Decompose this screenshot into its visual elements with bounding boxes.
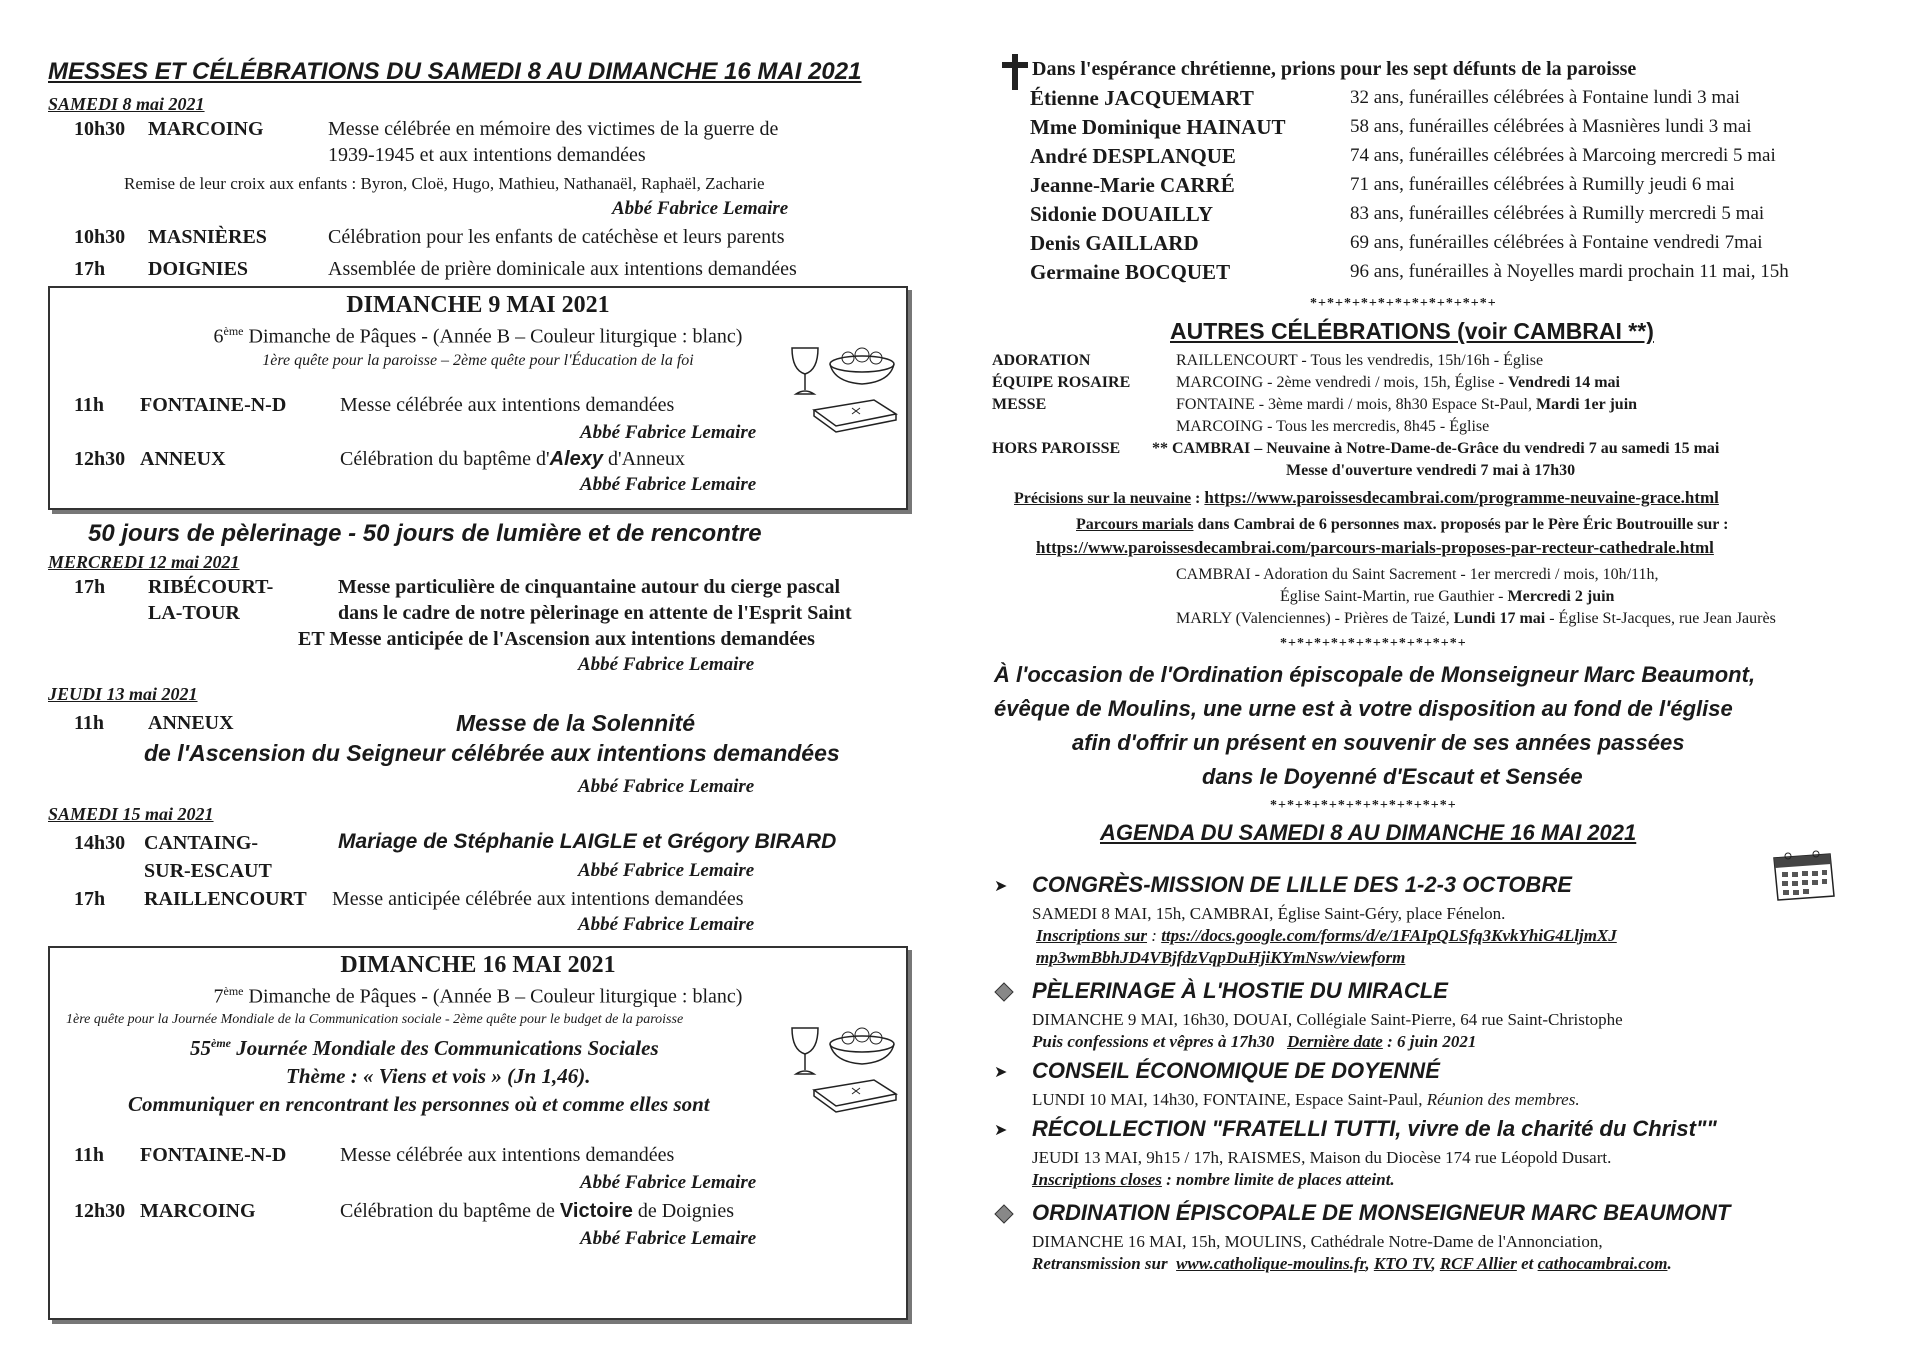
time: 10h30 [74,226,126,248]
defunt-name: Germaine BOCQUET [1030,260,1231,284]
left-column [48,58,928,1338]
sunday-16-title: DIMANCHE 16 MAI 2021 [340,952,616,978]
messe-text-2: MARCOING - Tous les mercredis, 8h45 - Église [1176,418,1490,435]
kto-link[interactable]: KTO TV [1373,1254,1432,1273]
diamond-arrow-icon [994,982,1014,1002]
sunday-9-quete: 1ère quête pour la paroisse – 2ème quête pour l'Éducation de la foi [262,352,694,369]
calendar-icon [1770,846,1840,902]
arrow-icon: ➤ [994,1122,1008,1139]
defunt-info: 69 ans, funérailles célébrées à Fontaine vendredi 7mai [1350,232,1763,253]
officiant: Abbé Fabrice Lemaire [612,198,789,219]
parcours-line: Parcours marials dans Cambrai de 6 personnes max. proposés par le Père Éric Boutrouille sur : [1076,516,1729,533]
defunt-name: Étienne JACQUEMART [1030,86,1254,110]
messe-label: MESSE [992,396,1047,413]
agenda-1-link[interactable]: ttps://docs.google.com/forms/d/e/1FAIpQLSfq3KvkYhiG4LljmXJ [1161,926,1617,945]
time: 10h30 [74,118,126,140]
messe-text-1: FONTAINE - 3ème mardi / mois, 8h30 Espace St-Paul, Mardi 1er juin [1176,396,1638,413]
time: 17h [74,576,106,598]
arrow-icon: ➤ [994,878,1008,895]
officiant: Abbé Fabrice Lemaire [580,474,757,495]
defunt-info: 74 ans, funérailles célébrées à Marcoing mercredi 5 mai [1350,145,1776,166]
defunt-name: Sidonie DOUAILLY [1030,202,1214,226]
moulins-link[interactable]: www.catholique-moulins.fr [1176,1254,1366,1273]
time: 14h30 [74,832,126,854]
rosaire-text: MARCOING - 2ème vendredi / mois, 15h, Église - Vendredi 14 mai [1176,374,1620,391]
defunt-name: Jeanne-Marie CARRÉ [1030,173,1235,197]
place: ANNEUX [140,448,226,470]
officiant: Abbé Fabrice Lemaire [578,914,755,935]
diamond-arrow-icon [994,1204,1014,1224]
autres-title: AUTRES CÉLÉBRATIONS (voir CAMBRAI **) [1170,318,1654,344]
pelerinage-banner: 50 jours de pèlerinage - 50 jours de lumière et de rencontre [88,520,762,547]
event-desc: ET Messe anticipée de l'Ascension aux intentions demandées [298,628,815,650]
agenda-2-line: DIMANCHE 9 MAI, 16h30, DOUAI, Collégiale Saint-Pierre, 64 rue Saint-Christophe [1032,1010,1623,1029]
defunt-info: 96 ans, funérailles à Noyelles mardi prochain 11 mai, 15h [1350,261,1789,282]
right-column [990,58,1890,1338]
adoration-text: RAILLENCOURT - Tous les vendredis, 15h/16h - Église [1176,352,1544,369]
precisions-line: Précisions sur la neuvaine : https://www.paroissesdecambrai.com/programme-neuvaine-grace.html [1014,488,1719,507]
place: FONTAINE-N-D [140,394,287,416]
event-desc: Assemblée de prière dominicale aux intentions demandées [328,258,797,280]
adoration-label: ADORATION [992,352,1091,369]
sunday-16-quete: 1ère quête pour la Journée Mondiale de la Communication sociale - 2ème quête pour le budget de la paroisse [66,1012,684,1027]
officiant: Abbé Fabrice Lemaire [578,776,755,797]
date-sat15: SAMEDI 15 mai 2021 [48,804,214,824]
ordination-line-2: évêque de Moulins, une urne est à votre disposition au fond de l'église [994,696,1733,721]
sunday-9-box [48,286,908,510]
hors-label: HORS PAROISSE [992,440,1121,457]
agenda-1-link-cont[interactable]: mp3wmBbhJD4VBjfdzVqpDuHjiKYmNsw/viewform [1036,948,1406,967]
defunt-name: André DESPLANQUE [1030,144,1236,168]
event-desc: Messe de la Solennité [456,710,696,736]
officiant: Abbé Fabrice Lemaire [580,422,757,443]
sunday-16-subtitle: 7ème Dimanche de Pâques - (Année B – Couleur liturgique : blanc) [213,984,743,1008]
sunday-9-title: DIMANCHE 9 MAI 2021 [346,292,610,318]
ordination-line-3: afin d'offrir un présent en souvenir de ses années passées [1072,730,1685,755]
defunt-info: 71 ans, funérailles célébrées à Rumilly jeudi 6 mai [1350,174,1735,195]
hors-text-1: ** CAMBRAI – Neuvaine à Notre-Dame-de-Grâce du vendredi 7 au samedi 15 mai [1152,440,1720,457]
cross-icon [1002,54,1028,90]
event-desc: Messe célébrée aux intentions demandées [340,1144,675,1166]
time: 17h [74,888,106,910]
event-desc: Messe célébrée en mémoire des victimes de la guerre de [328,118,779,140]
cambrai-line-2: Église Saint-Martin, rue Gauthier - Mercredi 2 juin [1280,588,1615,605]
place: LA-TOUR [148,602,240,624]
event-desc: Célébration pour les enfants de catéchèse et leurs parents [328,226,785,248]
time: 11h [74,712,105,734]
sunday-16-box [48,946,908,1320]
defunt-info: 83 ans, funérailles célébrées à Rumilly mercredi 5 mai [1350,203,1765,224]
separator-stars: *+*+*+*+*+*+*+*+*+*+*+ [1270,798,1457,813]
place: ANNEUX [148,712,234,734]
event-desc: 1939-1945 et aux intentions demandées [328,144,646,166]
officiant: Abbé Fabrice Lemaire [580,1172,757,1193]
agenda-5-line: DIMANCHE 16 MAI, 15h, MOULINS, Cathédrale Notre-Dame de l'Annonciation, [1032,1232,1603,1251]
ordination-line-1: À l'occasion de l'Ordination épiscopale de Monseigneur Marc Beaumont, [994,662,1756,687]
date-sat8: SAMEDI 8 mai 2021 [48,94,205,114]
separator-stars: *+*+*+*+*+*+*+*+*+*+*+ [1280,636,1467,651]
main-title: MESSES ET CÉLÉBRATIONS DU SAMEDI 8 AU DIMANCHE 16 MAI 2021 [48,58,862,85]
agenda-2-confessions: Puis confessions et vêpres à 17h30 Dernière date : 6 juin 2021 [1032,1032,1477,1051]
theme: Thème : « Viens et vois » (Jn 1,46). [286,1064,591,1088]
hors-text-2: Messe d'ouverture vendredi 7 mai à 17h30 [1286,462,1576,479]
defunt-info: 32 ans, funérailles célébrées à Fontaine lundi 3 mai [1350,87,1740,108]
chalice-bread-book-icon [784,1018,902,1118]
remise-croix: Remise de leur croix aux enfants : Byron, Cloë, Hugo, Mathieu, Nathanaël, Raphaël, Zacharie [124,174,765,193]
place: FONTAINE-N-D [140,1144,287,1166]
ordination-line-4: dans le Doyenné d'Escaut et Sensée [1202,764,1583,789]
place: MARCOING [140,1200,256,1222]
defunt-info: 58 ans, funérailles célébrées à Masnières lundi 3 mai [1350,116,1752,137]
time: 11h [74,1144,105,1166]
defunt-name: Mme Dominique HAINAUT [1030,115,1286,139]
agenda-2-title: PÈLERINAGE À L'HOSTIE DU MIRACLE [1032,978,1448,1003]
agenda-1-line: SAMEDI 8 MAI, 15h, CAMBRAI, Église Saint-Géry, place Fénelon. [1032,904,1506,923]
marly-line: MARLY (Valenciennes) - Prières de Taizé, Lundi 17 mai - Église St-Jacques, rue Jean Jaurès [1176,610,1776,627]
officiant: Abbé Fabrice Lemaire [580,1228,757,1249]
cathocambrai-link[interactable]: cathocambrai.com [1537,1254,1668,1273]
time: 17h [74,258,106,280]
event-desc: Messe célébrée aux intentions demandées [340,394,675,416]
agenda-4-line: JEUDI 13 MAI, 9h15 / 17h, RAISMES, Maison du Diocèse 174 rue Léopold Dusart. [1032,1148,1612,1167]
time: 12h30 [74,448,126,470]
event-desc: Messe particulière de cinquantaine autour du cierge pascal [338,576,841,598]
event-desc: Messe anticipée célébrée aux intentions demandées [332,888,744,910]
separator-stars: *+*+*+*+*+*+*+*+*+*+*+ [1310,296,1497,311]
defunts-intro: Dans l'espérance chrétienne, prions pour les sept défunts de la paroisse [1032,58,1637,80]
rosaire-label: ÉQUIPE ROSAIRE [992,374,1131,391]
event-desc: Célébration du baptême de Victoire de Doignies [340,1200,735,1222]
agenda-title: AGENDA DU SAMEDI 8 AU DIMANCHE 16 MAI 2021 [1100,820,1637,845]
place: SUR-ESCAUT [144,860,272,882]
agenda-4-inscriptions: Inscriptions closes : nombre limite de places atteint. [1032,1170,1395,1189]
cambrai-line-1: CAMBRAI - Adoration du Saint Sacrement - 1er mercredi / mois, 10h/11h, [1176,566,1659,583]
date-wed12: MERCREDI 12 mai 2021 [48,552,240,572]
place: RIBÉCOURT- [148,576,274,598]
agenda-5-title: ORDINATION ÉPISCOPALE DE MONSEIGNEUR MARC BEAUMONT [1032,1200,1731,1225]
agenda-3-title: CONSEIL ÉCONOMIQUE DE DOYENNÉ [1032,1058,1440,1083]
place: MASNIÈRES [148,226,267,248]
officiant: Abbé Fabrice Lemaire [578,654,755,675]
agenda-3-line: LUNDI 10 MAI, 14h30, FONTAINE, Espace Saint-Paul, Réunion des membres. [1032,1090,1580,1109]
time: 12h30 [74,1200,126,1222]
agenda-1-inscriptions: Inscriptions sur : ttps://docs.google.com/forms/d/e/1FAIpQLSfq3KvkYhiG4LljmXJ [1036,926,1617,945]
event-desc: dans le cadre de notre pèlerinage en attente de l'Esprit Saint [338,602,852,624]
place: CANTAING- [144,832,259,854]
time: 11h [74,394,105,416]
arrow-icon: ➤ [994,1064,1008,1081]
event-desc: de l'Ascension du Seigneur célébrée aux intentions demandées [144,740,840,766]
agenda-4-title: RÉCOLLECTION "FRATELLI TUTTI, vivre de la charité du Christ"" [1032,1116,1717,1141]
place: RAILLENCOURT [144,888,307,910]
defunt-name: Denis GAILLARD [1030,231,1199,255]
journee-mondiale: 55ème Journée Mondiale des Communications Sociales [190,1036,659,1060]
event-desc: Célébration du baptême d'Alexy d'Anneux [340,448,685,470]
agenda-1-title: CONGRÈS-MISSION DE LILLE DES 1-2-3 OCTOBRE [1032,872,1572,897]
chalice-bread-book-icon [784,338,902,438]
place: DOIGNIES [148,258,249,280]
parcours-link[interactable]: https://www.paroissesdecambrai.com/parcours-marials-proposes-par-recteur-cathedrale.html [1036,538,1714,557]
communiquer: Communiquer en rencontrant les personnes où et comme elles sont [128,1092,710,1116]
place: MARCOING [148,118,264,140]
sunday-9-subtitle: 6ème Dimanche de Pâques - (Année B – Couleur liturgique : blanc) [213,324,743,348]
date-thu13: JEUDI 13 mai 2021 [48,684,198,704]
agenda-5-retransmission: Retransmission sur www.catholique-moulins.fr, KTO TV, RCF Allier et cathocambrai.com. [1032,1254,1672,1273]
neuvaine-link[interactable]: https://www.paroissesdecambrai.com/programme-neuvaine-grace.html [1204,488,1719,507]
rcf-link[interactable]: RCF Allier [1439,1254,1517,1273]
event-desc: Mariage de Stéphanie LAIGLE et Grégory BIRARD [338,830,837,853]
officiant: Abbé Fabrice Lemaire [578,860,755,881]
